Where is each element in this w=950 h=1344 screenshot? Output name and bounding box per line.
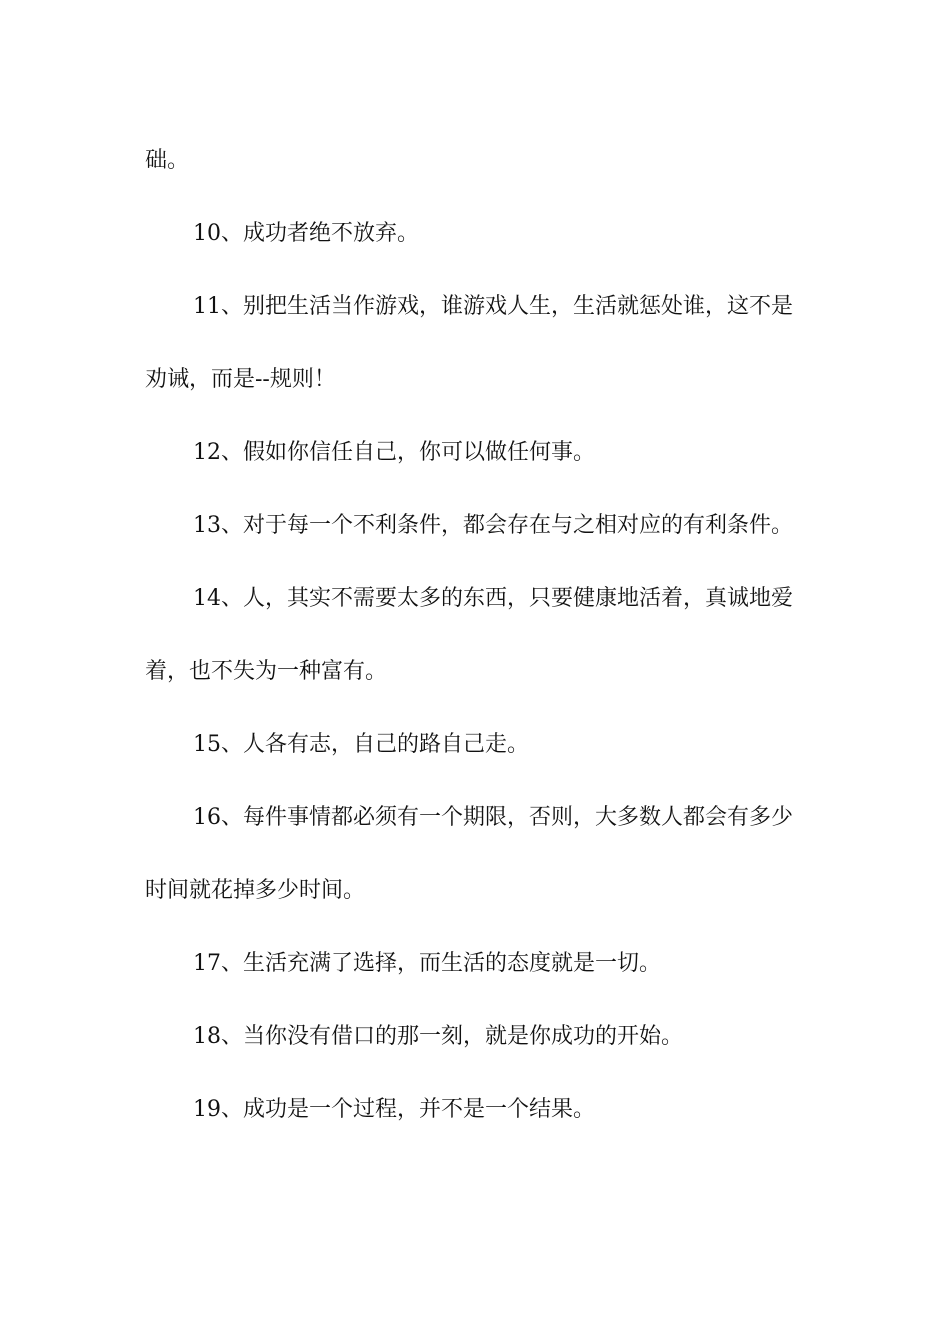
paragraph-13: 13、对于每一个不利条件，都会存在与之相对应的有利条件。 <box>193 513 793 538</box>
paragraph-11: 11、别把生活当作游戏，谁游戏人生，生活就惩处谁，这不是劝诫，而是--规则！ <box>145 294 793 392</box>
paragraph-14: 14、人，其实不需要太多的东西，只要健康地活着，真诚地爱着，也不失为一种富有。 <box>145 586 793 684</box>
paragraph-12: 12、假如你信任自己，你可以做任何事。 <box>193 440 595 465</box>
paragraph-16: 16、每件事情都必须有一个期限，否则，大多数人都会有多少时间就花掉多少时间。 <box>145 805 793 903</box>
paragraph-15: 15、人各有志，自己的路自己走。 <box>193 732 529 757</box>
paragraph-17: 17、生活充满了选择，而生活的态度就是一切。 <box>193 951 661 976</box>
paragraph-18: 18、当你没有借口的那一刻，就是你成功的开始。 <box>193 1024 683 1049</box>
paragraph-10: 10、成功者绝不放弃。 <box>193 221 419 246</box>
document-body <box>145 124 810 1146</box>
paragraph-continuation: 础。 <box>145 148 190 173</box>
paragraph-19: 19、成功是一个过程，并不是一个结果。 <box>193 1097 595 1122</box>
